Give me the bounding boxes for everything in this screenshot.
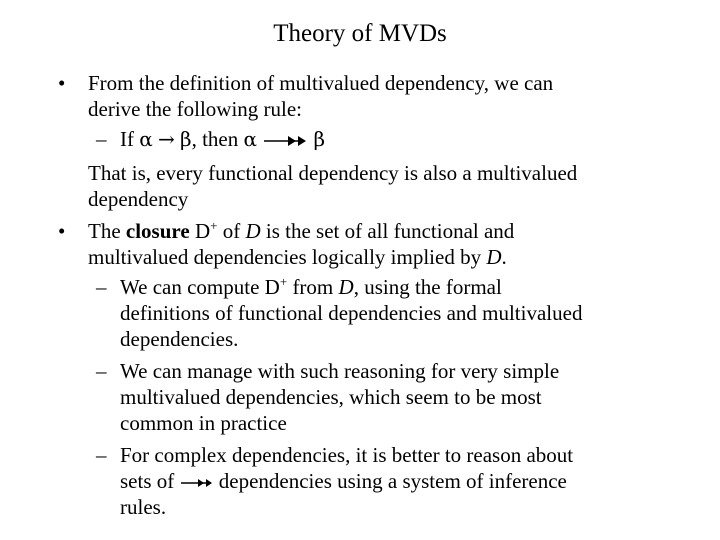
bullet-1	[88, 70, 553, 122]
sub-3-line-1: For complex dependencies, it is better to reason about	[120, 443, 574, 467]
sub-item-1	[120, 274, 582, 352]
sub-1-line-2: definitions of functional dependencies and multivalued	[120, 301, 583, 325]
sub-2-line-2: multivalued dependencies, which seem to be most	[120, 385, 542, 409]
bullet-2-line-2-text: multivalued dependencies logically implied by	[88, 245, 482, 269]
closure-D: D	[194, 219, 211, 243]
bullet-1-glyph: •	[58, 71, 66, 95]
closure-term: closure	[125, 219, 190, 243]
sub-3-line-2	[120, 468, 573, 494]
bullet-1-line-2: derive the following rule:	[88, 97, 303, 121]
rule-then: , then	[191, 127, 239, 151]
bullet-2-glyph: •	[58, 219, 66, 243]
text-of: of	[222, 219, 241, 243]
sub-3-text-b: dependencies using a system of inference	[218, 469, 567, 493]
bullet-2-line-1	[88, 218, 514, 244]
set-D-2: D	[486, 245, 502, 269]
sub-3-text-a: sets of	[120, 469, 175, 493]
that-is-note	[88, 160, 577, 212]
slide-title: Theory of MVDs	[273, 20, 447, 47]
set-D: D	[245, 219, 261, 243]
sub-1-text-a: We can compute	[120, 275, 260, 299]
mvd-arrow-icon	[180, 477, 214, 489]
sub-1-line-1	[120, 274, 582, 300]
sub-1-dash: –	[96, 275, 107, 299]
rule-alpha-2: α	[243, 127, 258, 151]
text-the: The	[88, 219, 121, 243]
sub-1-text-b: from	[292, 275, 334, 299]
sub-2-line-3: common in practice	[120, 411, 287, 435]
sub-2-dash: –	[96, 359, 107, 383]
closure-plus: +	[210, 218, 218, 233]
mvd-rule	[120, 126, 325, 152]
bullet-2-line-2	[88, 244, 514, 270]
bullet-2	[88, 218, 514, 270]
fd-arrow-icon: →	[158, 127, 175, 151]
rule-if: If	[120, 127, 134, 151]
rule-beta-1: β	[180, 127, 192, 151]
sub-1-line-3: dependencies.	[120, 327, 239, 351]
sub-1-plus: +	[279, 274, 288, 289]
that-is-line-1: That is, every functional dependency is also a multivalued	[88, 161, 578, 185]
sub-1-D: D	[264, 275, 280, 299]
rule-dash: –	[96, 127, 107, 151]
sub-3-dash: –	[96, 443, 107, 467]
sub-item-3	[120, 442, 573, 520]
sub-item-2	[120, 358, 559, 436]
that-is-line-2: dependency	[88, 187, 189, 211]
sub-3-line-3: rules.	[120, 495, 167, 519]
sub-1-text-c: , using the formal	[353, 275, 502, 299]
sub-1-set-D: D	[338, 275, 354, 299]
bullet-2-rest: is the set of all functional and	[265, 219, 515, 243]
bullet-1-line-1: From the definition of multivalued dependency, we can	[88, 71, 554, 95]
sub-2-line-1: We can manage with such reasoning for very simple	[120, 359, 560, 383]
mvd-double-arrow-icon	[262, 134, 308, 148]
rule-beta-2: β	[313, 127, 326, 151]
rule-alpha-1: α	[139, 127, 153, 151]
period: .	[501, 245, 507, 269]
